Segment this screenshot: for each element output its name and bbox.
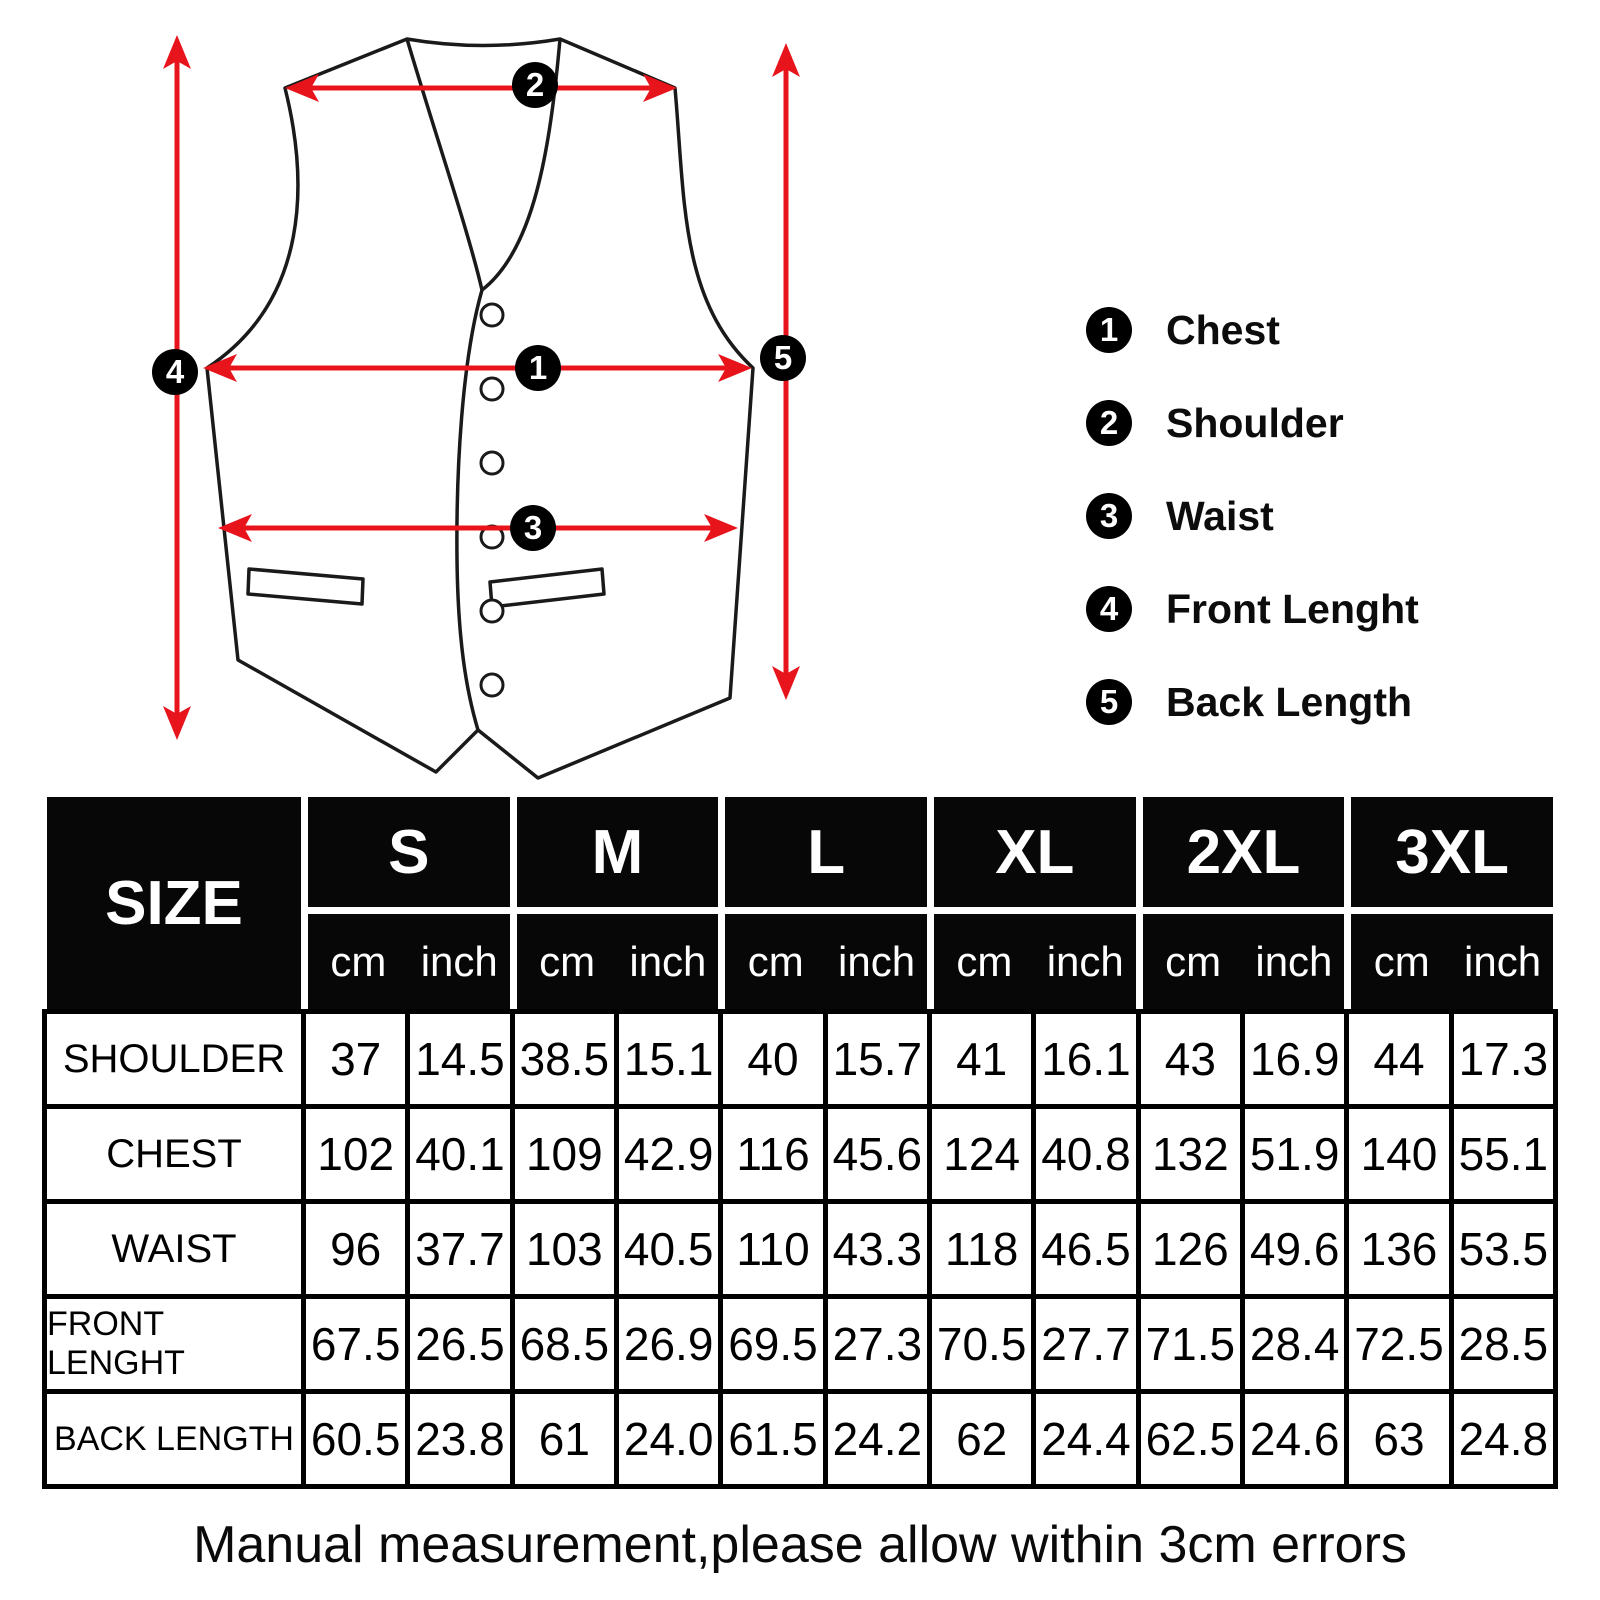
unit-cm: cm — [539, 937, 596, 985]
value-cell: 110 — [723, 1204, 822, 1294]
unit-header-cell — [1143, 914, 1345, 1009]
legend-item-back-length — [1086, 679, 1419, 725]
value-cell: 126 — [1141, 1204, 1240, 1294]
value-cell: 43.3 — [828, 1204, 927, 1294]
row-label: WAIST — [47, 1204, 301, 1294]
value-cell: 28.4 — [1245, 1299, 1344, 1389]
value-cell: 27.3 — [828, 1299, 927, 1389]
legend-item-front-length — [1086, 586, 1419, 632]
value-cell: 15.1 — [619, 1014, 718, 1104]
value-cell: 37 — [306, 1014, 405, 1104]
value-cell: 55.1 — [1454, 1109, 1553, 1199]
value-cell: 15.7 — [828, 1014, 927, 1104]
value-cell: 43 — [1141, 1014, 1240, 1104]
size-col-l: L — [725, 797, 927, 907]
value-cell: 103 — [515, 1204, 614, 1294]
value-cell: 53.5 — [1454, 1204, 1553, 1294]
value-cell: 40.8 — [1036, 1109, 1135, 1199]
size-col-3xl: 3XL — [1351, 797, 1553, 907]
value-cell: 49.6 — [1245, 1204, 1344, 1294]
value-cell: 61.5 — [723, 1394, 822, 1484]
diagram-badge-5: 5 — [760, 335, 806, 381]
legend-label: Waist — [1166, 492, 1274, 539]
unit-inch: inch — [1464, 937, 1542, 985]
unit-header-cell — [308, 914, 510, 1009]
value-cell: 24.4 — [1036, 1394, 1135, 1484]
unit-cm: cm — [330, 937, 387, 985]
value-cell: 27.7 — [1036, 1299, 1135, 1389]
legend-label: Shoulder — [1166, 399, 1344, 446]
value-cell: 70.5 — [932, 1299, 1031, 1389]
value-cell: 116 — [723, 1109, 822, 1199]
value-cell: 41 — [932, 1014, 1031, 1104]
legend-item-shoulder — [1086, 400, 1419, 446]
value-cell: 109 — [515, 1109, 614, 1199]
value-cell: 24.2 — [828, 1394, 927, 1484]
value-cell: 69.5 — [723, 1299, 822, 1389]
value-cell: 45.6 — [828, 1109, 927, 1199]
value-cell: 24.8 — [1454, 1394, 1553, 1484]
vest-line-drawing — [0, 0, 860, 780]
value-cell: 24.0 — [619, 1394, 718, 1484]
value-cell: 37.7 — [410, 1204, 509, 1294]
value-cell: 67.5 — [306, 1299, 405, 1389]
value-cell: 96 — [306, 1204, 405, 1294]
unit-header-cell — [725, 914, 927, 1009]
legend-item-waist — [1086, 493, 1419, 539]
vest-outline — [207, 39, 753, 778]
legend-item-chest — [1086, 307, 1419, 353]
diagram-badge-4: 4 — [152, 349, 198, 395]
size-col-xl: XL — [934, 797, 1136, 907]
value-cell: 38.5 — [515, 1014, 614, 1104]
value-cell: 63 — [1349, 1394, 1448, 1484]
value-cell: 51.9 — [1245, 1109, 1344, 1199]
value-cell: 23.8 — [410, 1394, 509, 1484]
row-label: CHEST — [47, 1109, 301, 1199]
unit-inch: inch — [1255, 937, 1333, 985]
value-cell: 40 — [723, 1014, 822, 1104]
value-cell: 40.5 — [619, 1204, 718, 1294]
value-cell: 62 — [932, 1394, 1031, 1484]
value-cell: 28.5 — [1454, 1299, 1553, 1389]
value-cell: 17.3 — [1454, 1014, 1553, 1104]
unit-inch: inch — [420, 937, 498, 985]
value-cell: 14.5 — [410, 1014, 509, 1104]
legend-badge-4: 4 — [1086, 586, 1132, 632]
legend-badge-1: 1 — [1086, 307, 1132, 353]
value-cell: 102 — [306, 1109, 405, 1199]
legend-label: Back Length — [1166, 678, 1413, 725]
legend-label: Front Lenght — [1166, 585, 1419, 632]
unit-cm: cm — [1373, 937, 1430, 985]
size-table-header — [42, 797, 1558, 1009]
value-cell: 26.5 — [410, 1299, 509, 1389]
row-label: SHOULDER — [47, 1014, 301, 1104]
legend-badge-2: 2 — [1086, 400, 1132, 446]
value-cell: 140 — [1349, 1109, 1448, 1199]
size-col-2xl: 2XL — [1143, 797, 1345, 907]
value-cell: 118 — [932, 1204, 1031, 1294]
legend-badge-5: 5 — [1086, 679, 1132, 725]
unit-cm: cm — [1165, 937, 1222, 985]
value-cell: 60.5 — [306, 1394, 405, 1484]
measurement-legend — [1086, 307, 1419, 772]
legend-badge-3: 3 — [1086, 493, 1132, 539]
value-cell: 44 — [1349, 1014, 1448, 1104]
value-cell: 62.5 — [1141, 1394, 1240, 1484]
unit-header-cell — [517, 914, 719, 1009]
row-label: FRONT LENGHT — [47, 1299, 301, 1389]
size-table-body — [42, 1009, 1558, 1489]
size-table — [42, 797, 1558, 1489]
unit-header-cell — [934, 914, 1136, 1009]
value-cell: 71.5 — [1141, 1299, 1240, 1389]
vest-measurement-diagram — [0, 0, 1600, 780]
value-cell: 42.9 — [619, 1109, 718, 1199]
row-label: BACK LENGTH — [47, 1394, 301, 1484]
value-cell: 136 — [1349, 1204, 1448, 1294]
size-col-s: S — [308, 797, 510, 907]
diagram-badge-1: 1 — [515, 345, 561, 391]
diagram-badge-3: 3 — [510, 505, 556, 551]
value-cell: 40.1 — [410, 1109, 509, 1199]
value-cell: 72.5 — [1349, 1299, 1448, 1389]
unit-cm: cm — [747, 937, 804, 985]
unit-cm: cm — [956, 937, 1013, 985]
unit-inch: inch — [629, 937, 707, 985]
value-cell: 68.5 — [515, 1299, 614, 1389]
value-cell: 132 — [1141, 1109, 1240, 1199]
unit-header-cell — [1351, 914, 1553, 1009]
value-cell: 46.5 — [1036, 1204, 1135, 1294]
value-cell: 24.6 — [1245, 1394, 1344, 1484]
value-cell: 26.9 — [619, 1299, 718, 1389]
value-cell: 61 — [515, 1394, 614, 1484]
measurement-disclaimer: Manual measurement,please allow within 3cm errors — [193, 1516, 1407, 1574]
size-header-cell: SIZE — [47, 797, 301, 1009]
unit-inch: inch — [838, 937, 916, 985]
value-cell: 124 — [932, 1109, 1031, 1199]
size-col-m: M — [517, 797, 719, 907]
value-cell: 16.1 — [1036, 1014, 1135, 1104]
legend-label: Chest — [1166, 306, 1280, 353]
unit-inch: inch — [1046, 937, 1124, 985]
value-cell: 16.9 — [1245, 1014, 1344, 1104]
diagram-badge-2: 2 — [512, 62, 558, 108]
